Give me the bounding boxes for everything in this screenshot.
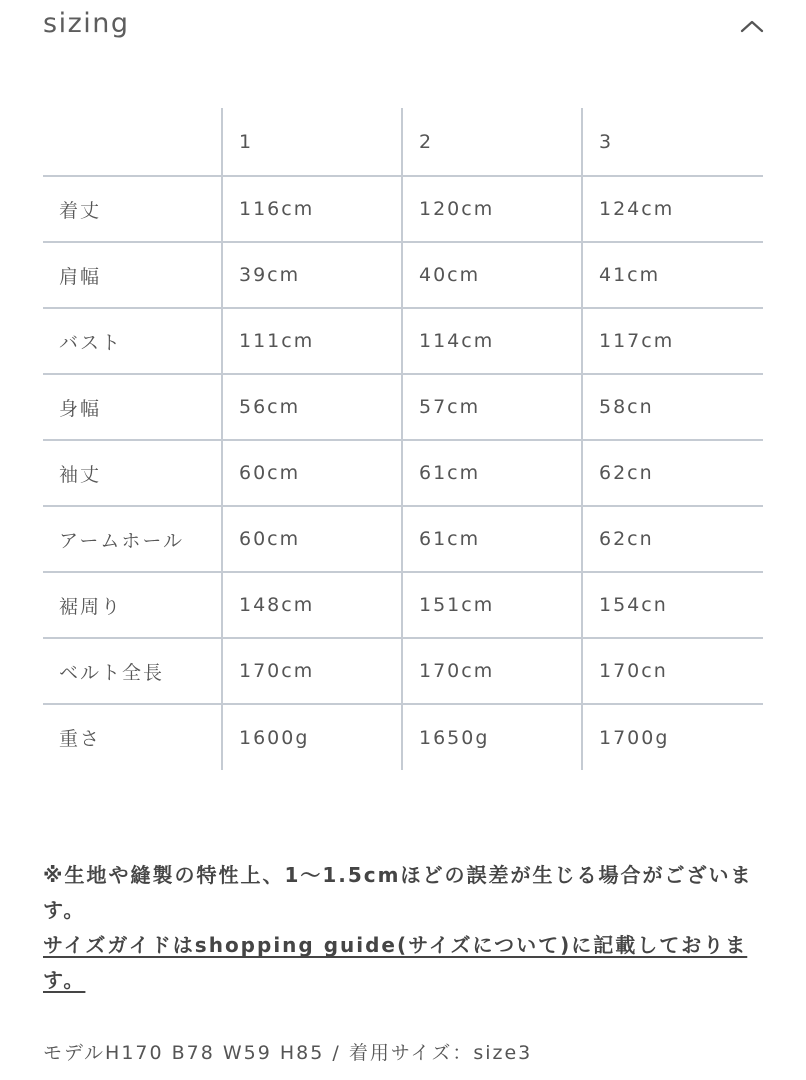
row-label: 身幅 bbox=[43, 374, 222, 440]
table-cell: 62cn bbox=[582, 506, 763, 572]
table-cell: 151cm bbox=[402, 572, 582, 638]
table-cell: 41cm bbox=[582, 242, 763, 308]
table-cell: 114cm bbox=[402, 308, 582, 374]
chevron-up-icon[interactable] bbox=[739, 17, 765, 35]
sizing-notes bbox=[43, 858, 763, 998]
table-cell: 170cm bbox=[222, 638, 402, 704]
table-row bbox=[43, 506, 763, 572]
section-title: sizing bbox=[43, 8, 130, 39]
size-table-container bbox=[43, 108, 763, 770]
table-row bbox=[43, 440, 763, 506]
table-cell: 62cn bbox=[582, 440, 763, 506]
model-info: モデルH170 B78 W59 H85 / 着用サイズ：size3 bbox=[43, 1042, 533, 1064]
table-row bbox=[43, 242, 763, 308]
row-label: 重さ bbox=[59, 728, 102, 750]
table-cell: 124cm bbox=[582, 176, 763, 242]
table-cell: 148cm bbox=[222, 572, 402, 638]
table-row bbox=[43, 374, 763, 440]
table-cell: 60cm bbox=[222, 506, 402, 572]
row-label: バスト bbox=[43, 308, 222, 374]
table-cell: 170cm bbox=[402, 638, 582, 704]
table-cell: 57cm bbox=[402, 374, 582, 440]
header-cell bbox=[43, 108, 222, 176]
shopping-guide-link[interactable]: サイズガイドはshopping guide(サイズについて)に記載しております。 bbox=[43, 933, 748, 992]
row-label: 着丈 bbox=[43, 176, 222, 242]
sizing-header[interactable] bbox=[0, 0, 806, 60]
table-cell: 116cm bbox=[222, 176, 402, 242]
header-cell-size-1: 1 bbox=[222, 108, 402, 176]
row-label: アームホール bbox=[43, 506, 222, 572]
row-label: ベルト全長 bbox=[43, 638, 222, 704]
table-cell: 56cm bbox=[222, 374, 402, 440]
table-cell: 61cm bbox=[402, 506, 582, 572]
row-label: 裾周り bbox=[43, 572, 222, 638]
table-row bbox=[43, 308, 763, 374]
table-header-row bbox=[43, 108, 763, 176]
table-row bbox=[43, 572, 763, 638]
table-cell: 154cn bbox=[582, 572, 763, 638]
table-cell: 120cm bbox=[402, 176, 582, 242]
table-cell: 1700g bbox=[582, 704, 763, 770]
table-cell: 39cm bbox=[222, 242, 402, 308]
table-cell: 111cm bbox=[222, 308, 402, 374]
header-cell-size-2: 2 bbox=[402, 108, 582, 176]
table-row bbox=[43, 176, 763, 242]
table-cell: 170cn bbox=[582, 638, 763, 704]
table-cell: 1600g bbox=[222, 704, 402, 770]
table-cell: 61cm bbox=[402, 440, 582, 506]
table-cell: 1650g bbox=[402, 704, 582, 770]
table-cell: 40cm bbox=[402, 242, 582, 308]
table-cell: 117cm bbox=[582, 308, 763, 374]
header-cell-size-3: 3 bbox=[582, 108, 763, 176]
row-label: 肩幅 bbox=[43, 242, 222, 308]
table-cell: 58cn bbox=[582, 374, 763, 440]
table-row bbox=[43, 638, 763, 704]
row-label: 袖丈 bbox=[43, 440, 222, 506]
table-row bbox=[43, 704, 763, 770]
table-cell: 60cm bbox=[222, 440, 402, 506]
size-table bbox=[43, 108, 763, 770]
tolerance-note: ※生地や縫製の特性上、1〜1.5cmほどの誤差が生じる場合がございます。 bbox=[43, 863, 753, 922]
